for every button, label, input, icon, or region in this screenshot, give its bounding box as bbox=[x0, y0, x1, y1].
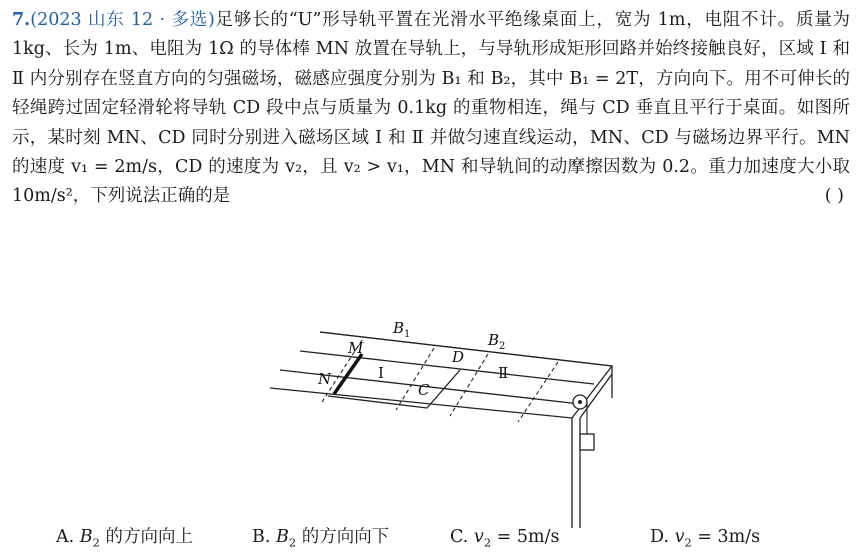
label-region-2: Ⅱ bbox=[498, 364, 509, 382]
question-number: 7. bbox=[12, 10, 31, 30]
choice-a[interactable] bbox=[56, 524, 193, 556]
choice-symbol: v bbox=[674, 527, 685, 547]
choice-subscript: 2 bbox=[483, 535, 492, 550]
label-region-1: Ⅰ bbox=[378, 364, 384, 382]
choice-b[interactable] bbox=[252, 524, 389, 556]
label-c: C bbox=[418, 381, 430, 399]
choice-subscript: 2 bbox=[92, 535, 100, 550]
choice-subscript: 2 bbox=[684, 535, 692, 550]
choice-text: = 3m/s bbox=[691, 527, 761, 547]
label-n: N bbox=[318, 370, 332, 388]
label-d: D bbox=[452, 348, 465, 366]
question-source: (2023 山东 12 · 多选) bbox=[30, 10, 215, 30]
choice-symbol: B bbox=[79, 527, 93, 547]
choice-symbol: v bbox=[473, 527, 484, 547]
circuit-figure bbox=[262, 318, 622, 530]
question-block bbox=[12, 6, 850, 212]
conductor-mn bbox=[334, 354, 362, 394]
choice-letter: A. bbox=[56, 527, 75, 547]
choice-letter: D. bbox=[650, 527, 669, 547]
label-b2-sub: 2 bbox=[499, 341, 506, 352]
svg-text:B2 bbox=[487, 331, 505, 352]
svg-text:B1 bbox=[392, 319, 410, 340]
choice-text: 的方向向上 bbox=[99, 527, 193, 547]
choice-letter: B. bbox=[252, 527, 271, 547]
choice-text: 的方向向下 bbox=[296, 527, 390, 547]
rail-back bbox=[320, 332, 612, 366]
choice-subscript: 2 bbox=[288, 535, 297, 550]
answer-choices bbox=[56, 524, 846, 550]
label-b2: B bbox=[488, 331, 500, 349]
weight bbox=[580, 434, 594, 450]
figure-svg bbox=[262, 318, 622, 530]
choice-symbol: B bbox=[276, 527, 289, 547]
choice-letter: C. bbox=[450, 527, 469, 547]
choice-c[interactable] bbox=[450, 524, 559, 556]
question-stem: 足够长的“U”形导轨平置在光滑水平绝缘桌面上，宽为 1m，电阻不计。质量为 1kg、长为 1m、电阻为 1Ω 的导体棒 MN 放置在导轨上，与导轨形成矩形回路并始终接触良好，区域 Ⅰ 和 Ⅱ 内分别存在竖直方向的匀强磁场，磁感应强度分别为 B₁ 和 B₂，其中 B₁ = 2T，方向向下。用不可伸长的轻绳跨过固定轻滑轮将导轨 CD 段中点与质量为 0.1kg 的重物相连，绳与 CD 垂直且平行于桌面。如图所示，某时刻 MN、CD 同时分别进入磁场区域 Ⅰ 和 Ⅱ 并做匀速直线运动，MN、CD 与磁场边界平行。MN 的速度 v₁ = 2m/s，CD 的速度为 v₂，且 v₂ > v₁，MN 和导轨间的动摩擦因数为 0.2。重力加速度大小取 10m/s²，下列说法正确的是 bbox=[12, 10, 850, 207]
choice-d[interactable] bbox=[650, 524, 760, 556]
answer-bracket: ( ) bbox=[824, 186, 844, 207]
label-b1-sub: 1 bbox=[404, 329, 411, 340]
choice-text: = 5m/s bbox=[491, 527, 560, 547]
label-b1: B bbox=[393, 319, 405, 337]
label-m: M bbox=[348, 339, 364, 357]
